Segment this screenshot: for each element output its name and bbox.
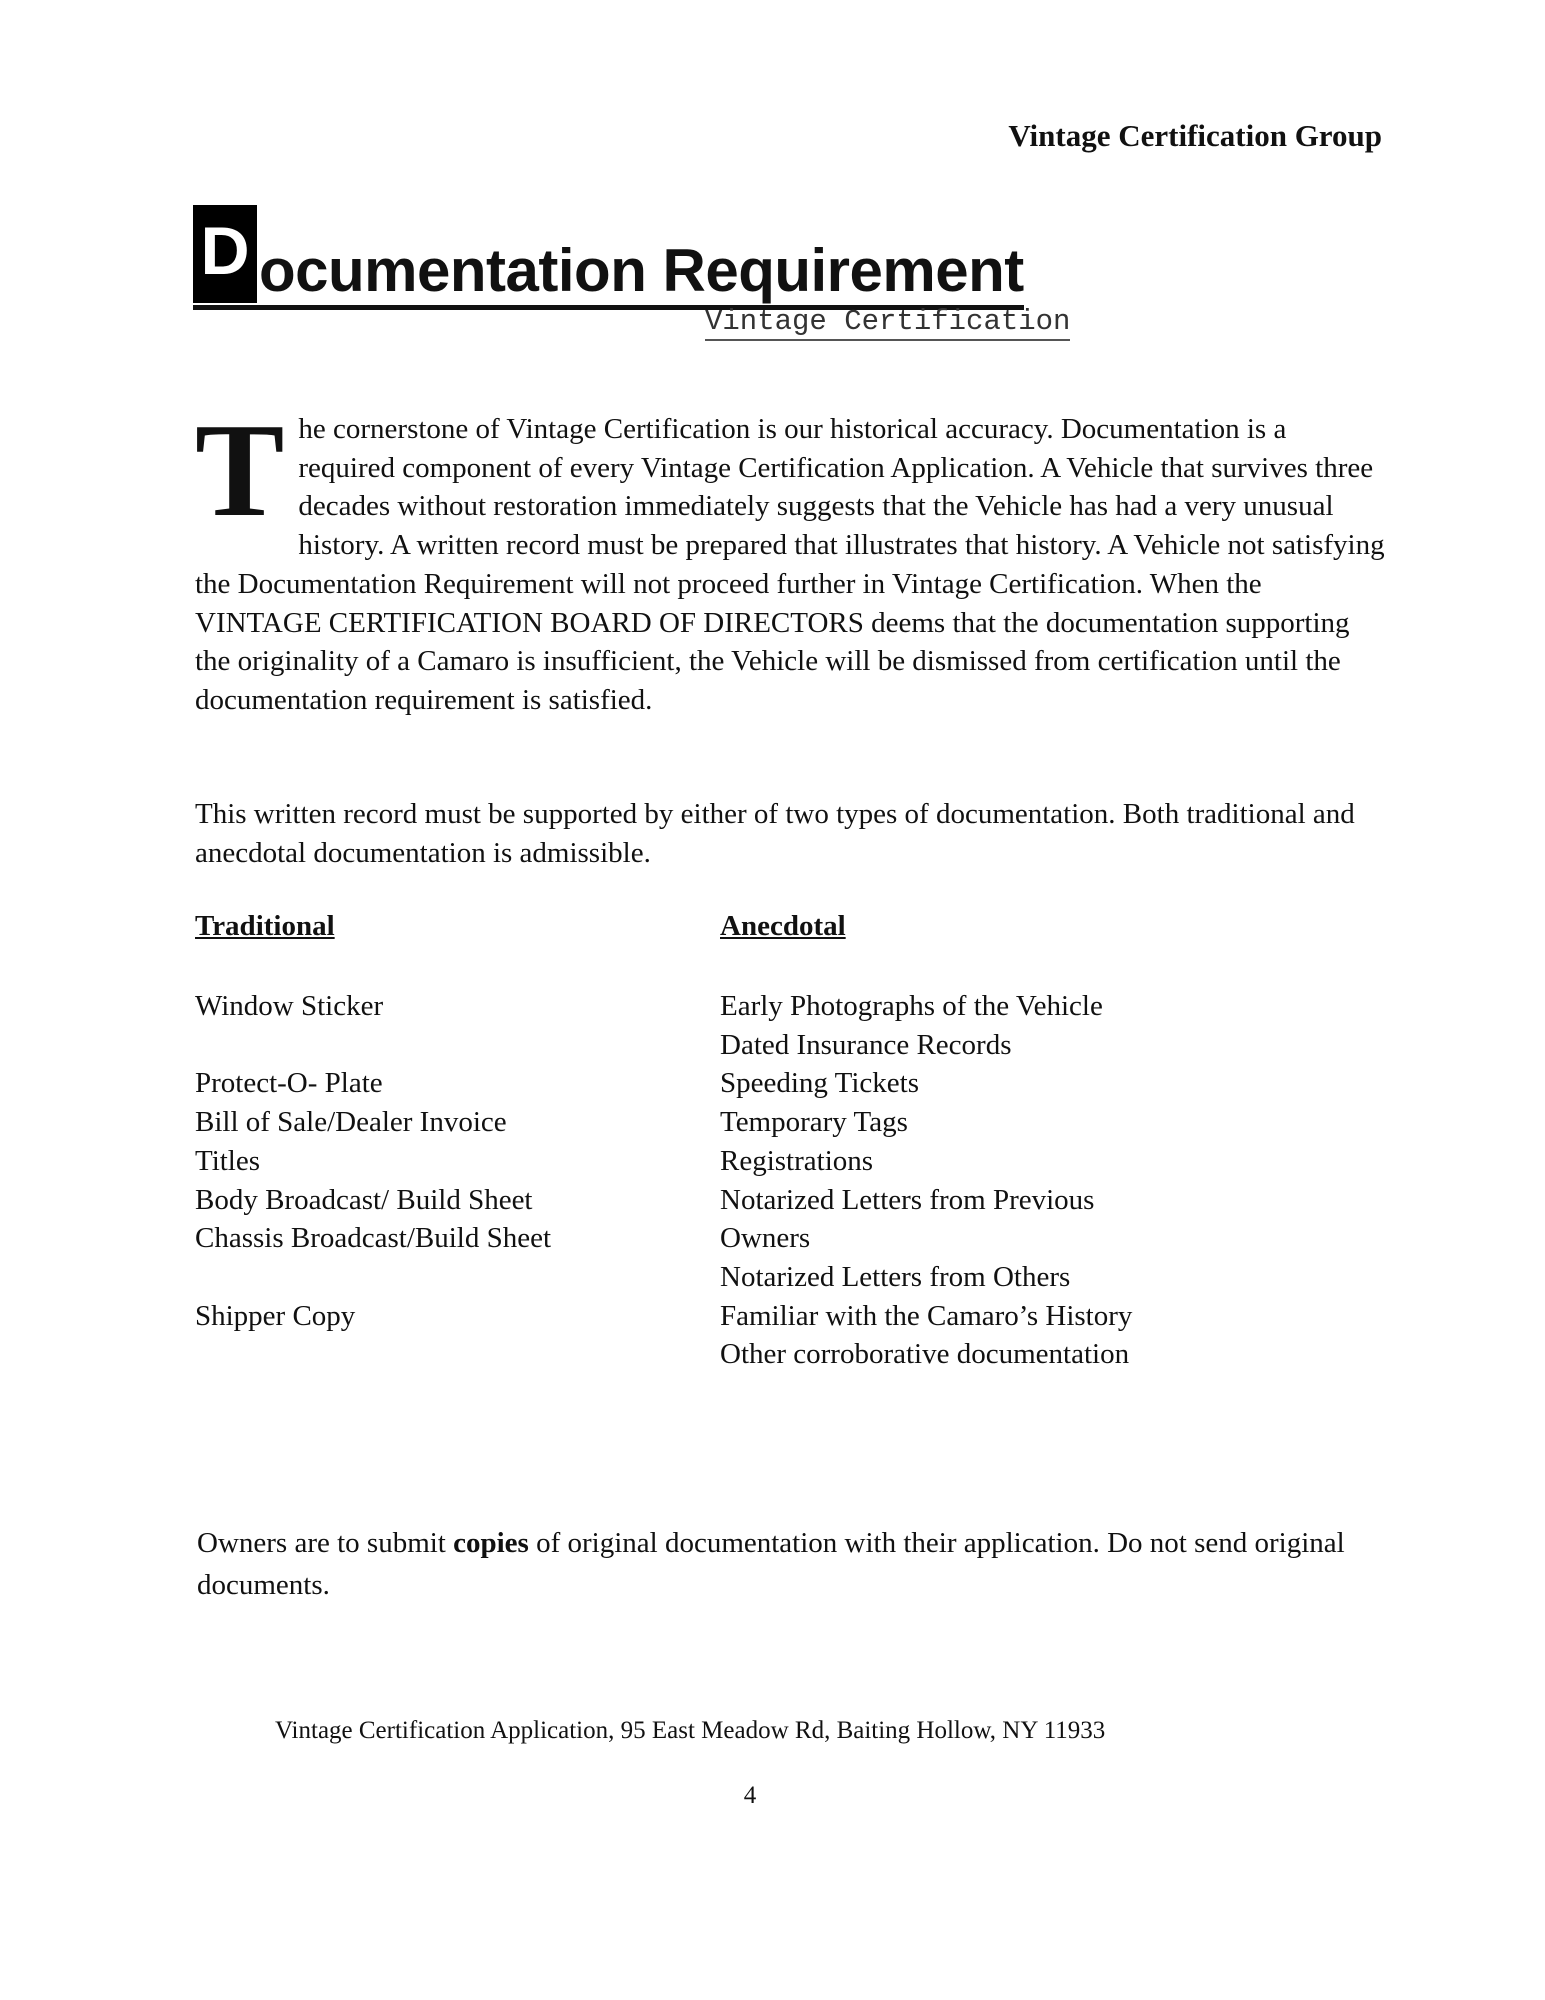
- list-item: Other corroborative documentation: [720, 1338, 1130, 1371]
- anecdotal-list: [720, 987, 1140, 1374]
- documentation-types-paragraph: This written record must be supported by either of two types of documentation. Both traditional and anecdotal documentation is admissible.: [195, 798, 1355, 869]
- list-item: Speeding Tickets: [720, 1067, 919, 1100]
- organization-name: Vintage Certification Group: [1008, 118, 1382, 153]
- list-item: Body Broadcast/ Build Sheet: [195, 1183, 533, 1216]
- list-item: Notarized Letters from Previous Owners: [720, 1183, 1095, 1255]
- list-item: Registrations: [720, 1144, 874, 1177]
- list-item: Shipper Copy: [195, 1299, 356, 1332]
- traditional-heading: Traditional: [195, 910, 335, 942]
- anecdotal-heading: Anecdotal: [720, 910, 846, 942]
- list-item: Protect-O- Plate: [195, 1067, 383, 1100]
- closing-emphasis: copies: [453, 1527, 529, 1559]
- closing-text-before: Owners are to submit: [197, 1527, 454, 1559]
- list-item: Notarized Letters from Others Familiar with the Camaro’s History: [720, 1260, 1133, 1332]
- intro-text: he cornerstone of Vintage Certification is our historical accuracy. Documentation is a required component of every Vintage Certification Application. A Vehicle that survives three decades without restoration immediately suggests that the Vehicle has had a very unusual history. A written record must be prepared that illustrates that history. A Vehicle not satisfying the Documentation Requirement will not proceed further in Vintage Certification. When the VINTAGE CERTIFICATION BOARD OF DIRECTORS deems that the documentation supporting the originality of a Camaro is insufficient, the Vehicle will be dismissed from certification until the documentation requirement is satisfied.: [195, 413, 1385, 716]
- list-item: Temporary Tags: [720, 1106, 908, 1139]
- list-item: Bill of Sale/Dealer Invoice: [195, 1106, 507, 1139]
- drop-cap: T: [195, 396, 285, 544]
- traditional-list: [195, 987, 551, 1335]
- closing-text-after: of original documentation with their application. Do not send original documents.: [197, 1527, 1345, 1601]
- intro-paragraph: [195, 396, 1385, 720]
- footer-address: Vintage Certification Application, 95 East Meadow Rd, Baiting Hollow, NY 11933: [275, 1717, 1106, 1744]
- page-title: [193, 205, 1024, 310]
- title-text: ocumentation Requirement: [259, 237, 1024, 304]
- list-item: Chassis Broadcast/Build Sheet: [195, 1222, 552, 1255]
- list-item: Early Photographs of the Vehicle: [720, 990, 1103, 1022]
- list-item: Dated Insurance Records: [720, 1028, 1012, 1061]
- page-subtitle: Vintage Certification: [705, 305, 1070, 341]
- closing-paragraph: [197, 1522, 1387, 1606]
- title-initial-letter: D: [193, 205, 257, 303]
- list-item: Titles: [195, 1144, 261, 1177]
- page-number: 4: [743, 1782, 757, 1809]
- list-item: Window Sticker: [195, 990, 384, 1022]
